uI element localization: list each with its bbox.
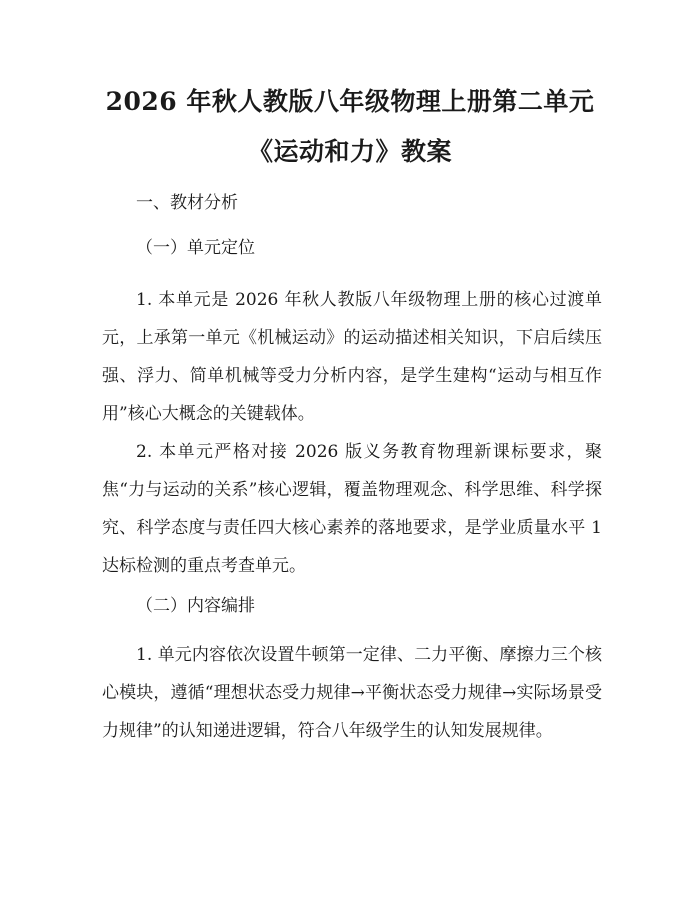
paragraph-unit-positioning-2: 2. 本单元严格对接 2026 版义务教育物理新课标要求，聚焦“力与运动的关系”核心逻辑，覆盖物理观念、科学思维、科学探究、科学态度与责任四大核心素养的落地要求，是学业质量水平 1 达标检测的重点考查单元。	[102, 442, 602, 576]
document-title-line-1: 2026 年秋人教版八年级物理上册第二单元	[105, 87, 595, 116]
subsection-heading-content-arrangement: （二）内容编排	[136, 596, 255, 616]
section-heading-textbook-analysis: 一、教材分析	[136, 193, 238, 213]
paragraph-content-arrangement-1: 1. 单元内容依次设置牛顿第一定律、二力平衡、摩擦力三个核心模块，遵循“理想状态受力规律→平衡状态受力规律→实际场景受力规律”的认知递进逻辑，符合八年级学生的认知发展规律。	[102, 645, 602, 741]
subsection-heading-unit-positioning: （一）单元定位	[136, 238, 255, 258]
document-title-line-2: 《运动和力》教案	[247, 137, 452, 166]
paragraph-unit-positioning-1: 1. 本单元是 2026 年秋人教版八年级物理上册的核心过渡单元，上承第一单元《机械运动》的运动描述相关知识，下启后续压强、浮力、简单机械等受力分析内容，是学生建构“运动与相互作用”核心大概念的关键载体。	[102, 290, 602, 424]
